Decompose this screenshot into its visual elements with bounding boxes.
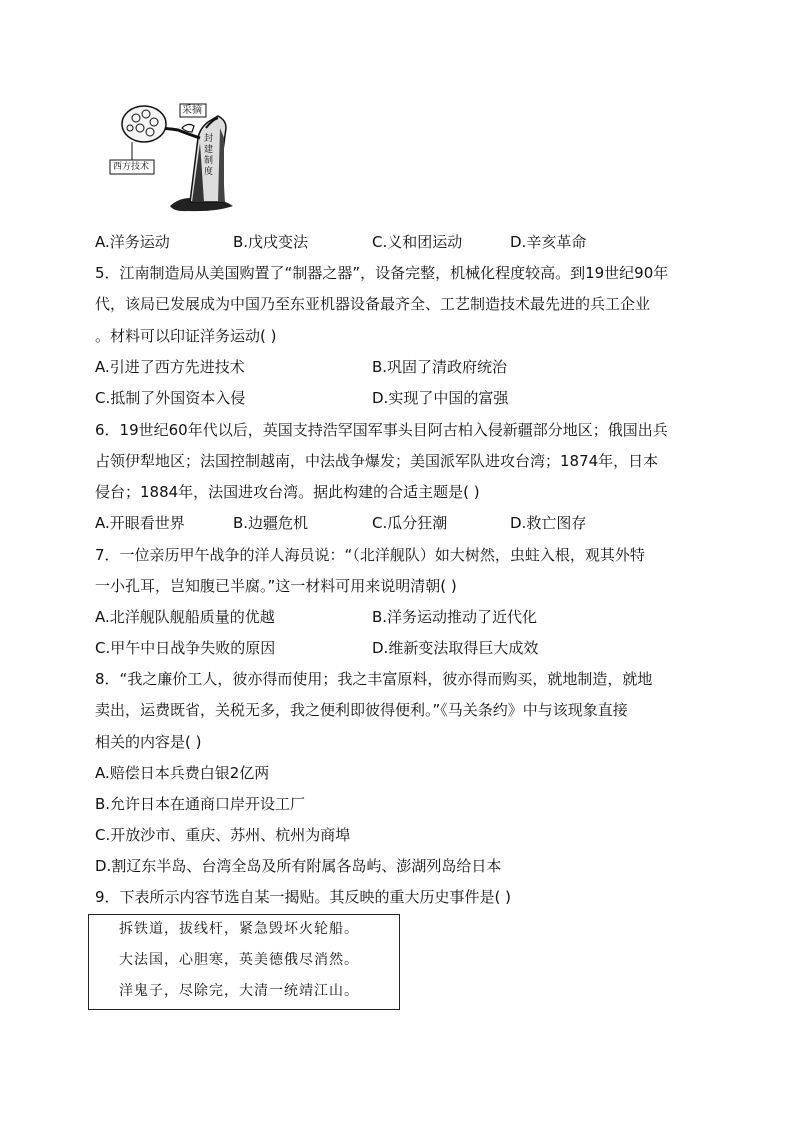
- q6-stem-line-1: 6．19世纪60年代以后，英国支持浩罕国军事头目阿古柏入侵新疆部分地区；俄国出兵: [95, 421, 668, 439]
- q4-option-a[interactable]: A.洋务运动: [95, 233, 170, 251]
- q6-option-c[interactable]: C.瓜分狂潮: [372, 514, 448, 532]
- west-tech-label: 西方技术: [113, 162, 150, 172]
- q9-stem-line-1: 9．下表所示内容节选自某一揭贴。其反映的重大历史事件是( ): [95, 888, 512, 906]
- q6-option-d[interactable]: D.救亡图存: [510, 514, 587, 532]
- poster-line-2: 大法国，心胆寒，英美德俄尽消然。: [119, 952, 359, 968]
- q6-option-a[interactable]: A.开眼看世界: [95, 514, 185, 532]
- tree-illustration: [108, 98, 248, 216]
- q5-option-b[interactable]: B.巩固了清政府统治: [372, 358, 508, 376]
- q9-poster-table: [88, 914, 400, 1010]
- q5-stem-line-2: 代，该局已发展成为中国乃至东亚机器设备最齐全、工艺制造技术最先进的兵工企业: [95, 295, 651, 313]
- poster-line-3: 洋鬼子，尽除完，大清一统靖江山。: [119, 983, 359, 999]
- pick-label: 采摘: [182, 105, 202, 116]
- q8-stem-line-3: 相关的内容是( ): [95, 733, 202, 751]
- q5-option-d[interactable]: D.实现了中国的富强: [372, 389, 509, 407]
- q4-option-d[interactable]: D.辛亥革命: [510, 233, 587, 251]
- q5-option-a[interactable]: A.引进了西方先进技术: [95, 358, 245, 376]
- q8-option-a[interactable]: A.赔偿日本兵费白银2亿两: [95, 764, 270, 782]
- q4-option-b[interactable]: B.戊戌变法: [233, 233, 309, 251]
- q7-stem-line-1: 7．一位亲历甲午战争的洋人海员说：“（北洋舰队）如大树然，虫蛀入根，观其外特: [95, 546, 645, 564]
- q5-stem-line-1: 5．江南制造局从美国购置了“制器之器”，设备完整，机械化程度较高。到19世纪90年: [95, 264, 669, 282]
- q7-option-d[interactable]: D.维新变法取得巨大成效: [372, 639, 539, 657]
- tree-drawing: [108, 98, 248, 216]
- q7-option-c[interactable]: C.甲午中日战争失败的原因: [95, 639, 276, 657]
- q6-stem-line-2: 占领伊犁地区；法国控制越南，中法战争爆发；美国派军队进攻台湾；1874年，日本: [95, 452, 659, 470]
- q8-stem-line-1: 8．“我之廉价工人，彼亦得而使用；我之丰富原料，彼亦得而购买，就地制造，就地: [95, 670, 653, 688]
- q7-stem-line-2: 一小孔耳，岂知腹已半腐。”这一材料可用来说明清朝( ): [95, 577, 457, 595]
- q4-option-c[interactable]: C.义和团运动: [372, 233, 463, 251]
- q5-option-c[interactable]: C.抵制了外国资本入侵: [95, 389, 246, 407]
- q7-option-b[interactable]: B.洋务运动推动了近代化: [372, 608, 538, 626]
- q6-stem-line-3: 侵台；1884年，法国进攻台湾。据此构建的合适主题是( ): [95, 483, 480, 501]
- q8-option-d[interactable]: D.割辽东半岛、台湾全岛及所有附属各岛屿、澎湖列岛给日本: [95, 857, 502, 875]
- poster-line-1: 拆铁道，拔线杆，紧急毁坏火轮船。: [119, 921, 359, 937]
- feudal-system-label: 封建制度: [204, 134, 214, 177]
- q8-option-b[interactable]: B.允许日本在通商口岸开设工厂: [95, 795, 306, 813]
- q8-option-c[interactable]: C.开放沙市、重庆、苏州、杭州为商埠: [95, 826, 351, 844]
- q6-option-b[interactable]: B.边疆危机: [233, 514, 309, 532]
- q7-option-a[interactable]: A.北洋舰队舰船质量的优越: [95, 608, 275, 626]
- q5-stem-line-3: 。材料可以印证洋务运动( ): [95, 327, 277, 345]
- q8-stem-line-2: 卖出，运费既省，关税无多，我之便利即彼得便利。”《马关条约》中与该现象直接: [95, 701, 628, 719]
